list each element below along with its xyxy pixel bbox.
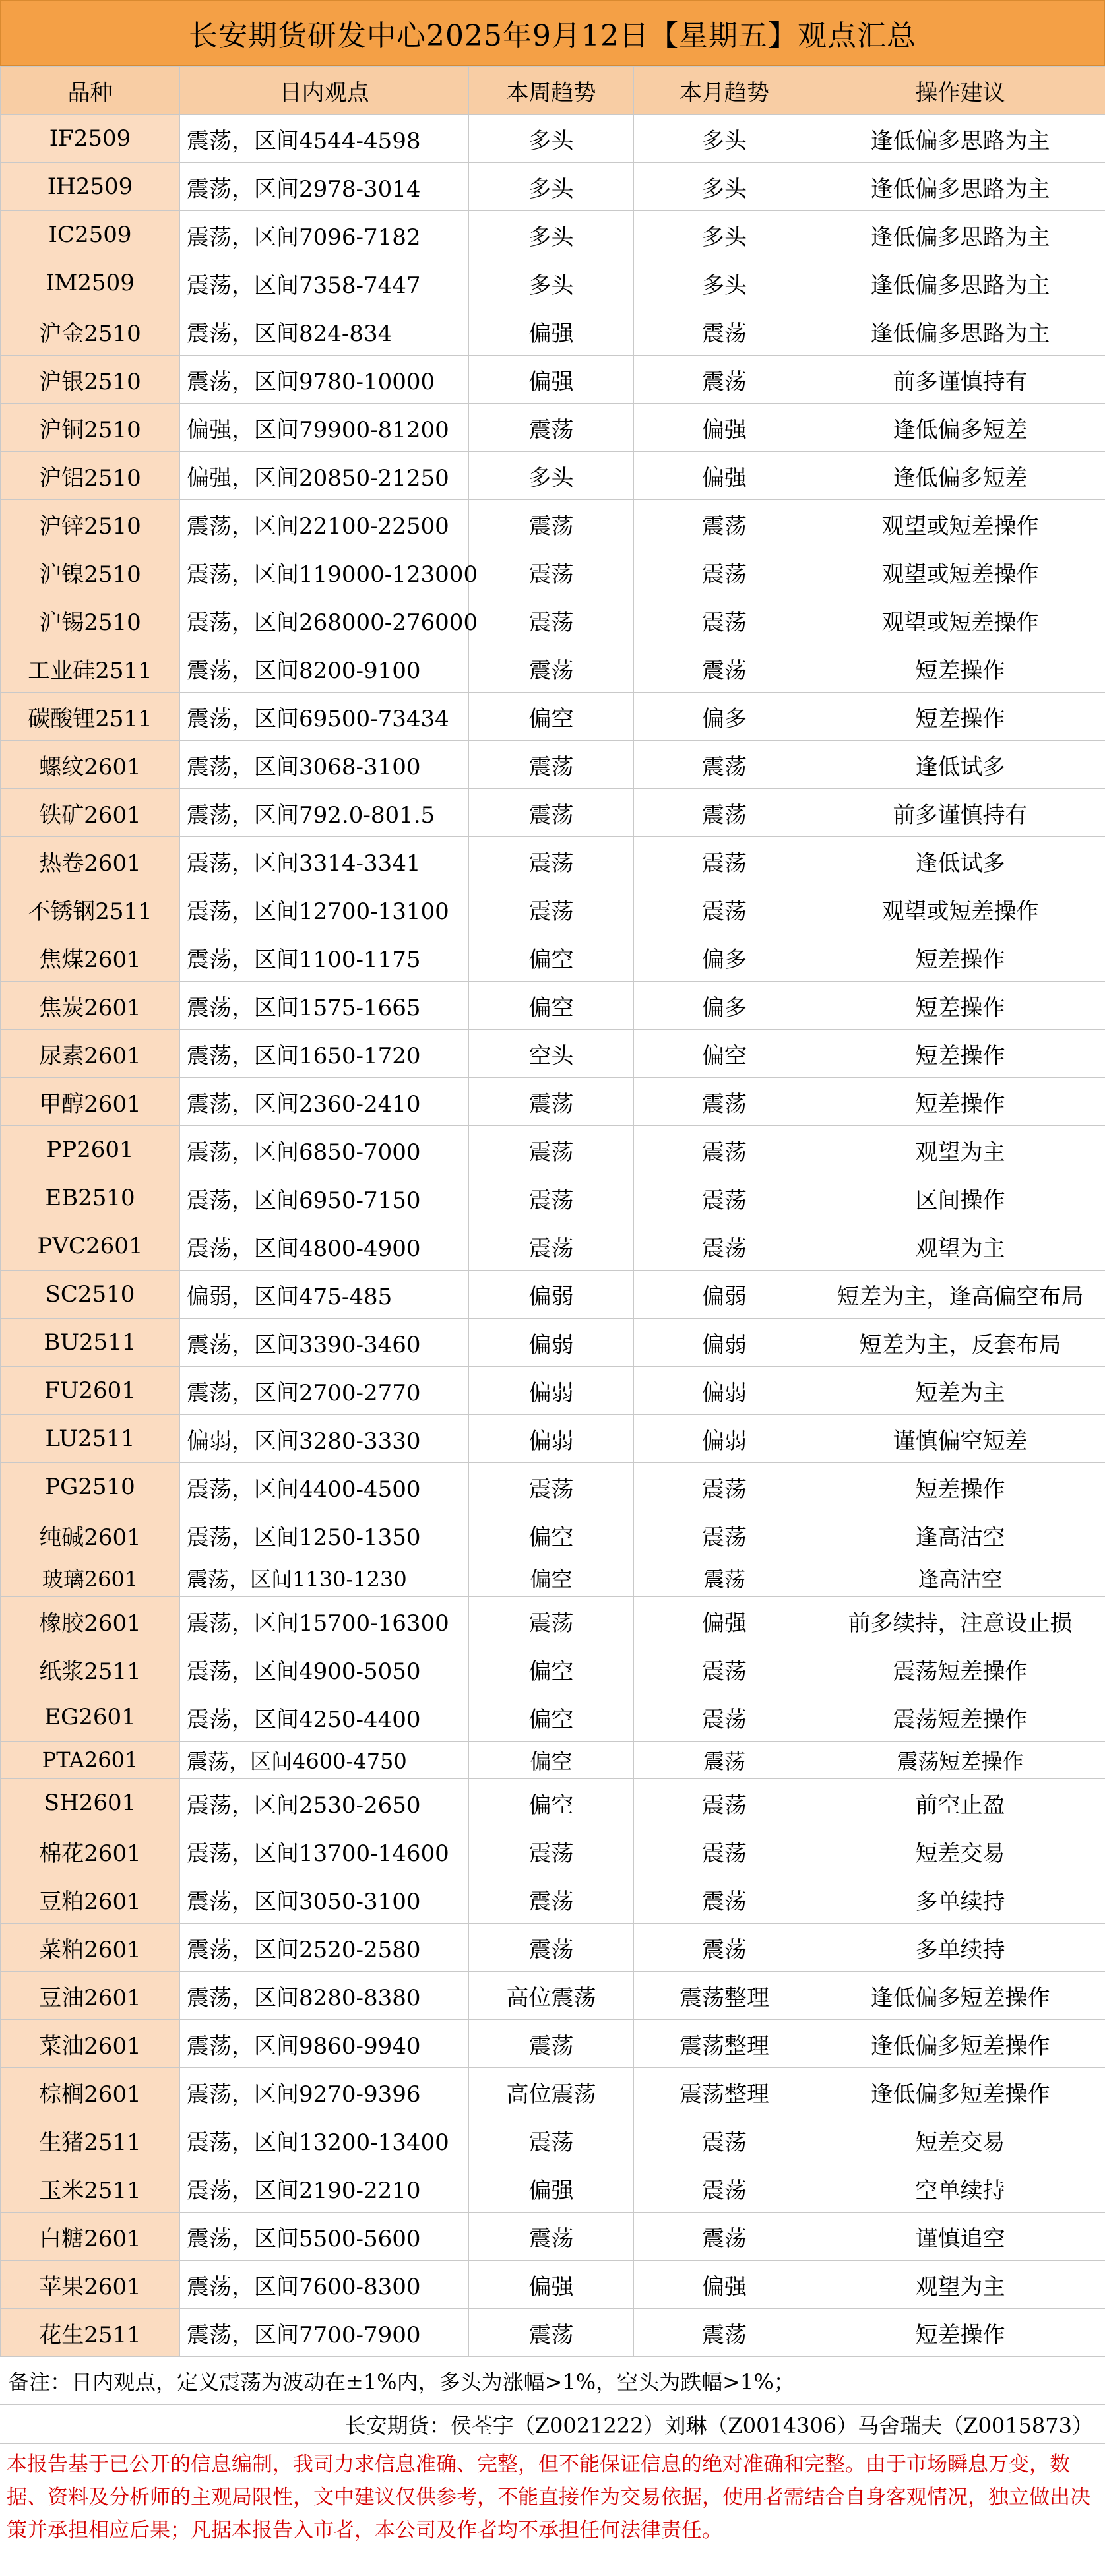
row-monthly-trend: 震荡 xyxy=(634,2116,815,2164)
row-intraday-view: 震荡，区间2520-2580 xyxy=(180,1924,469,1972)
table-row xyxy=(1,211,1105,259)
table-note: 备注：日内观点，定义震荡为波动在±1%内，多头为涨幅>1%，空头为跌幅>1%； xyxy=(0,2357,1105,2405)
row-suggestion: 多单续持 xyxy=(815,1924,1105,1972)
row-weekly-trend: 偏空 xyxy=(469,1779,634,1827)
row-monthly-trend: 偏强 xyxy=(634,452,815,500)
row-weekly-trend: 偏强 xyxy=(469,2261,634,2309)
table-row xyxy=(1,741,1105,789)
row-intraday-view: 震荡，区间9860-9940 xyxy=(180,2020,469,2068)
table-row xyxy=(1,1645,1105,1693)
row-monthly-trend: 震荡 xyxy=(634,548,815,596)
row-intraday-view: 震荡，区间824-834 xyxy=(180,307,469,356)
row-monthly-trend: 震荡 xyxy=(634,644,815,693)
row-intraday-view: 震荡，区间13200-13400 xyxy=(180,2116,469,2164)
row-weekly-trend: 震荡 xyxy=(469,885,634,933)
row-weekly-trend: 偏弱 xyxy=(469,1415,634,1463)
table-row xyxy=(1,1078,1105,1126)
row-variety: PVC2601 xyxy=(1,1222,180,1271)
row-intraday-view: 震荡，区间12700-13100 xyxy=(180,885,469,933)
table-row xyxy=(1,1693,1105,1742)
row-suggestion: 逢低偏多短差操作 xyxy=(815,2068,1105,2116)
table-row xyxy=(1,693,1105,741)
row-monthly-trend: 偏弱 xyxy=(634,1367,815,1415)
row-monthly-trend: 偏多 xyxy=(634,933,815,982)
table-row xyxy=(1,259,1105,307)
row-suggestion: 观望或短差操作 xyxy=(815,885,1105,933)
table-row xyxy=(1,115,1105,163)
row-monthly-trend: 偏弱 xyxy=(634,1319,815,1367)
row-intraday-view: 震荡，区间2978-3014 xyxy=(180,163,469,211)
row-weekly-trend: 偏空 xyxy=(469,693,634,741)
table-row xyxy=(1,1827,1105,1875)
row-monthly-trend: 震荡 xyxy=(634,789,815,837)
row-weekly-trend: 震荡 xyxy=(469,1827,634,1875)
row-variety: SH2601 xyxy=(1,1779,180,1827)
row-monthly-trend: 多头 xyxy=(634,211,815,259)
row-variety: IC2509 xyxy=(1,211,180,259)
table-row xyxy=(1,933,1105,982)
row-suggestion: 多单续持 xyxy=(815,1875,1105,1924)
row-suggestion: 观望或短差操作 xyxy=(815,596,1105,644)
row-variety: 棕榈2601 xyxy=(1,2068,180,2116)
table-row xyxy=(1,163,1105,211)
row-intraday-view: 震荡，区间7358-7447 xyxy=(180,259,469,307)
row-suggestion: 逢低偏多短差操作 xyxy=(815,2020,1105,2068)
row-suggestion: 短差操作 xyxy=(815,693,1105,741)
table-row xyxy=(1,789,1105,837)
row-intraday-view: 震荡，区间13700-14600 xyxy=(180,1827,469,1875)
row-weekly-trend: 震荡 xyxy=(469,1126,634,1174)
row-intraday-view: 震荡，区间119000-123000 xyxy=(180,548,469,596)
row-intraday-view: 震荡，区间2190-2210 xyxy=(180,2164,469,2213)
row-weekly-trend: 高位震荡 xyxy=(469,1972,634,2020)
table-row xyxy=(1,1463,1105,1511)
row-intraday-view: 震荡，区间2360-2410 xyxy=(180,1078,469,1126)
row-suggestion: 逢低偏多思路为主 xyxy=(815,163,1105,211)
row-suggestion: 短差操作 xyxy=(815,2309,1105,2357)
row-weekly-trend: 多头 xyxy=(469,163,634,211)
row-weekly-trend: 偏强 xyxy=(469,2164,634,2213)
row-suggestion: 前多谨慎持有 xyxy=(815,789,1105,837)
table-row xyxy=(1,1271,1105,1319)
row-monthly-trend: 震荡 xyxy=(634,2213,815,2261)
row-monthly-trend: 震荡 xyxy=(634,1779,815,1827)
row-intraday-view: 偏弱，区间3280-3330 xyxy=(180,1415,469,1463)
row-weekly-trend: 震荡 xyxy=(469,837,634,885)
row-variety: PTA2601 xyxy=(1,1742,180,1779)
row-monthly-trend: 震荡 xyxy=(634,1559,815,1597)
row-intraday-view: 震荡，区间4600-4750 xyxy=(180,1742,469,1779)
row-suggestion: 逢低偏多思路为主 xyxy=(815,307,1105,356)
row-variety: 沪金2510 xyxy=(1,307,180,356)
row-intraday-view: 震荡，区间4250-4400 xyxy=(180,1693,469,1742)
row-intraday-view: 震荡，区间7700-7900 xyxy=(180,2309,469,2357)
row-intraday-view: 震荡，区间7096-7182 xyxy=(180,211,469,259)
row-intraday-view: 震荡，区间1650-1720 xyxy=(180,1030,469,1078)
table-row xyxy=(1,2309,1105,2357)
row-monthly-trend: 震荡 xyxy=(634,1463,815,1511)
table-row xyxy=(1,1924,1105,1972)
row-weekly-trend: 震荡 xyxy=(469,1597,634,1645)
row-variety: IH2509 xyxy=(1,163,180,211)
table-row xyxy=(1,1972,1105,2020)
row-weekly-trend: 震荡 xyxy=(469,1924,634,1972)
table-row xyxy=(1,885,1105,933)
row-intraday-view: 震荡，区间4544-4598 xyxy=(180,115,469,163)
row-suggestion: 前多续持，注意设止损 xyxy=(815,1597,1105,1645)
row-variety: 铁矿2601 xyxy=(1,789,180,837)
row-weekly-trend: 震荡 xyxy=(469,2020,634,2068)
view-summary-table xyxy=(0,66,1105,2357)
table-row xyxy=(1,500,1105,548)
table-row xyxy=(1,1597,1105,1645)
row-monthly-trend: 偏多 xyxy=(634,693,815,741)
row-suggestion: 观望为主 xyxy=(815,1126,1105,1174)
row-intraday-view: 震荡，区间3068-3100 xyxy=(180,741,469,789)
row-variety: EB2510 xyxy=(1,1174,180,1222)
row-variety: 苹果2601 xyxy=(1,2261,180,2309)
row-monthly-trend: 震荡 xyxy=(634,885,815,933)
row-monthly-trend: 偏空 xyxy=(634,1030,815,1078)
disclaimer: 本报告基于已公开的信息编制，我司力求信息准确、完整，但不能保证信息的绝对准确和完整。由于市场瞬息万变，数据、资料及分析师的主观局限性，文中建议仅供参考，不能直接作为交易依据，使用者需结合自身客观情况，独立做出决策并承担相应后果；凡据本报告入市者，本公司及作者均不承担任何法律责任。 xyxy=(0,2444,1105,2576)
row-weekly-trend: 多头 xyxy=(469,211,634,259)
analyst-credits: 长安期货：侯荃宇（Z0021222）刘琳（Z0014306）马舍瑞夫（Z0015873） xyxy=(0,2405,1105,2444)
row-monthly-trend: 震荡 xyxy=(634,1693,815,1742)
table-row xyxy=(1,548,1105,596)
header-monthly-trend: 本月趋势 xyxy=(634,67,815,115)
row-monthly-trend: 震荡 xyxy=(634,1126,815,1174)
table-row xyxy=(1,837,1105,885)
row-variety: 菜油2601 xyxy=(1,2020,180,2068)
row-monthly-trend: 偏弱 xyxy=(634,1415,815,1463)
row-variety: 沪锡2510 xyxy=(1,596,180,644)
row-intraday-view: 震荡，区间1130-1230 xyxy=(180,1559,469,1597)
row-suggestion: 短差操作 xyxy=(815,1463,1105,1511)
row-intraday-view: 震荡，区间3050-3100 xyxy=(180,1875,469,1924)
row-intraday-view: 震荡，区间9780-10000 xyxy=(180,356,469,404)
row-weekly-trend: 偏空 xyxy=(469,1645,634,1693)
table-row xyxy=(1,982,1105,1030)
row-intraday-view: 震荡，区间9270-9396 xyxy=(180,2068,469,2116)
row-monthly-trend: 震荡整理 xyxy=(634,2020,815,2068)
row-monthly-trend: 震荡 xyxy=(634,356,815,404)
row-suggestion: 短差为主，逢高偏空布局 xyxy=(815,1271,1105,1319)
row-weekly-trend: 震荡 xyxy=(469,741,634,789)
table-row xyxy=(1,1319,1105,1367)
row-variety: IF2509 xyxy=(1,115,180,163)
table-row xyxy=(1,1875,1105,1924)
row-monthly-trend: 震荡 xyxy=(634,596,815,644)
row-weekly-trend: 震荡 xyxy=(469,1875,634,1924)
row-monthly-trend: 震荡 xyxy=(634,307,815,356)
row-monthly-trend: 多头 xyxy=(634,259,815,307)
row-variety: 纸浆2511 xyxy=(1,1645,180,1693)
row-monthly-trend: 震荡 xyxy=(634,741,815,789)
row-monthly-trend: 偏强 xyxy=(634,1597,815,1645)
row-monthly-trend: 震荡 xyxy=(634,1078,815,1126)
row-suggestion: 短差操作 xyxy=(815,644,1105,693)
row-variety: 生猪2511 xyxy=(1,2116,180,2164)
row-weekly-trend: 震荡 xyxy=(469,644,634,693)
table-row xyxy=(1,644,1105,693)
row-monthly-trend: 震荡 xyxy=(634,1174,815,1222)
row-variety: 沪铝2510 xyxy=(1,452,180,500)
row-weekly-trend: 高位震荡 xyxy=(469,2068,634,2116)
row-variety: 豆油2601 xyxy=(1,1972,180,2020)
row-suggestion: 谨慎追空 xyxy=(815,2213,1105,2261)
row-suggestion: 短差为主，反套布局 xyxy=(815,1319,1105,1367)
row-weekly-trend: 偏弱 xyxy=(469,1367,634,1415)
row-variety: 沪银2510 xyxy=(1,356,180,404)
row-intraday-view: 震荡，区间15700-16300 xyxy=(180,1597,469,1645)
row-weekly-trend: 震荡 xyxy=(469,548,634,596)
row-intraday-view: 震荡，区间6850-7000 xyxy=(180,1126,469,1174)
table-row xyxy=(1,1126,1105,1174)
header-suggestion: 操作建议 xyxy=(815,67,1105,115)
row-intraday-view: 震荡，区间268000-276000 xyxy=(180,596,469,644)
row-variety: EG2601 xyxy=(1,1693,180,1742)
row-monthly-trend: 震荡 xyxy=(634,837,815,885)
row-intraday-view: 震荡，区间1250-1350 xyxy=(180,1511,469,1559)
row-monthly-trend: 震荡 xyxy=(634,1875,815,1924)
row-variety: 尿素2601 xyxy=(1,1030,180,1078)
row-weekly-trend: 震荡 xyxy=(469,1463,634,1511)
row-variety: 纯碱2601 xyxy=(1,1511,180,1559)
row-monthly-trend: 多头 xyxy=(634,115,815,163)
row-intraday-view: 震荡，区间2700-2770 xyxy=(180,1367,469,1415)
row-suggestion: 短差操作 xyxy=(815,1030,1105,1078)
row-intraday-view: 震荡，区间7600-8300 xyxy=(180,2261,469,2309)
row-variety: PG2510 xyxy=(1,1463,180,1511)
row-intraday-view: 震荡，区间8280-8380 xyxy=(180,1972,469,2020)
row-intraday-view: 震荡，区间1575-1665 xyxy=(180,982,469,1030)
row-variety: 橡胶2601 xyxy=(1,1597,180,1645)
row-monthly-trend: 震荡 xyxy=(634,1222,815,1271)
table-row xyxy=(1,2213,1105,2261)
row-variety: 热卷2601 xyxy=(1,837,180,885)
row-variety: 花生2511 xyxy=(1,2309,180,2357)
row-weekly-trend: 偏空 xyxy=(469,1742,634,1779)
row-weekly-trend: 偏强 xyxy=(469,356,634,404)
row-variety: 豆粕2601 xyxy=(1,1875,180,1924)
row-intraday-view: 震荡，区间3390-3460 xyxy=(180,1319,469,1367)
row-variety: FU2601 xyxy=(1,1367,180,1415)
row-weekly-trend: 震荡 xyxy=(469,1174,634,1222)
row-intraday-view: 偏弱，区间475-485 xyxy=(180,1271,469,1319)
row-weekly-trend: 多头 xyxy=(469,115,634,163)
row-variety: 沪锌2510 xyxy=(1,500,180,548)
row-suggestion: 观望或短差操作 xyxy=(815,500,1105,548)
row-weekly-trend: 偏弱 xyxy=(469,1271,634,1319)
row-weekly-trend: 偏空 xyxy=(469,1511,634,1559)
row-monthly-trend: 震荡 xyxy=(634,2309,815,2357)
row-monthly-trend: 震荡 xyxy=(634,500,815,548)
table-row xyxy=(1,307,1105,356)
row-variety: 沪镍2510 xyxy=(1,548,180,596)
row-suggestion: 观望为主 xyxy=(815,2261,1105,2309)
table-row xyxy=(1,1779,1105,1827)
row-weekly-trend: 偏空 xyxy=(469,933,634,982)
table-row xyxy=(1,1367,1105,1415)
row-weekly-trend: 多头 xyxy=(469,259,634,307)
row-variety: 不锈钢2511 xyxy=(1,885,180,933)
row-weekly-trend: 偏空 xyxy=(469,1559,634,1597)
row-suggestion: 短差操作 xyxy=(815,1078,1105,1126)
table-row xyxy=(1,2261,1105,2309)
row-suggestion: 逢低偏多短差操作 xyxy=(815,1972,1105,2020)
row-suggestion: 谨慎偏空短差 xyxy=(815,1415,1105,1463)
row-suggestion: 前多谨慎持有 xyxy=(815,356,1105,404)
row-suggestion: 空单续持 xyxy=(815,2164,1105,2213)
row-weekly-trend: 震荡 xyxy=(469,1078,634,1126)
row-monthly-trend: 震荡 xyxy=(634,1742,815,1779)
row-suggestion: 逢低试多 xyxy=(815,741,1105,789)
row-monthly-trend: 偏弱 xyxy=(634,1271,815,1319)
row-variety: LU2511 xyxy=(1,1415,180,1463)
table-header-row xyxy=(1,67,1105,115)
row-suggestion: 观望或短差操作 xyxy=(815,548,1105,596)
row-intraday-view: 偏强，区间20850-21250 xyxy=(180,452,469,500)
row-intraday-view: 震荡，区间22100-22500 xyxy=(180,500,469,548)
row-monthly-trend: 多头 xyxy=(634,163,815,211)
row-suggestion: 短差交易 xyxy=(815,1827,1105,1875)
row-intraday-view: 震荡，区间4800-4900 xyxy=(180,1222,469,1271)
row-intraday-view: 震荡，区间792.0-801.5 xyxy=(180,789,469,837)
row-suggestion: 逢低偏多短差 xyxy=(815,452,1105,500)
row-monthly-trend: 震荡 xyxy=(634,2164,815,2213)
row-variety: 焦炭2601 xyxy=(1,982,180,1030)
row-intraday-view: 震荡，区间69500-73434 xyxy=(180,693,469,741)
row-weekly-trend: 震荡 xyxy=(469,789,634,837)
row-monthly-trend: 偏强 xyxy=(634,2261,815,2309)
row-suggestion: 震荡短差操作 xyxy=(815,1645,1105,1693)
header-variety: 品种 xyxy=(1,67,180,115)
row-variety: 玉米2511 xyxy=(1,2164,180,2213)
table-row xyxy=(1,452,1105,500)
row-variety: 沪铜2510 xyxy=(1,404,180,452)
row-variety: BU2511 xyxy=(1,1319,180,1367)
row-suggestion: 震荡短差操作 xyxy=(815,1742,1105,1779)
row-weekly-trend: 偏弱 xyxy=(469,1319,634,1367)
table-row xyxy=(1,2068,1105,2116)
row-monthly-trend: 偏强 xyxy=(634,404,815,452)
table-row xyxy=(1,404,1105,452)
header-intraday-view: 日内观点 xyxy=(180,67,469,115)
table-row xyxy=(1,2164,1105,2213)
row-intraday-view: 震荡，区间4900-5050 xyxy=(180,1645,469,1693)
row-intraday-view: 震荡，区间2530-2650 xyxy=(180,1779,469,1827)
row-weekly-trend: 震荡 xyxy=(469,2116,634,2164)
row-intraday-view: 震荡，区间4400-4500 xyxy=(180,1463,469,1511)
row-variety: 玻璃2601 xyxy=(1,1559,180,1597)
row-suggestion: 逢低偏多短差 xyxy=(815,404,1105,452)
table-row xyxy=(1,1030,1105,1078)
row-monthly-trend: 震荡整理 xyxy=(634,2068,815,2116)
row-weekly-trend: 偏空 xyxy=(469,982,634,1030)
table-row xyxy=(1,1415,1105,1463)
table-row xyxy=(1,1511,1105,1559)
row-weekly-trend: 震荡 xyxy=(469,2213,634,2261)
row-intraday-view: 震荡，区间1100-1175 xyxy=(180,933,469,982)
table-row xyxy=(1,1559,1105,1597)
row-suggestion: 震荡短差操作 xyxy=(815,1693,1105,1742)
row-variety: IM2509 xyxy=(1,259,180,307)
table-row xyxy=(1,1222,1105,1271)
row-suggestion: 逢低试多 xyxy=(815,837,1105,885)
row-intraday-view: 震荡，区间3314-3341 xyxy=(180,837,469,885)
row-suggestion: 观望为主 xyxy=(815,1222,1105,1271)
row-variety: 工业硅2511 xyxy=(1,644,180,693)
row-monthly-trend: 震荡 xyxy=(634,1924,815,1972)
table-row xyxy=(1,2116,1105,2164)
row-intraday-view: 震荡，区间5500-5600 xyxy=(180,2213,469,2261)
row-weekly-trend: 偏空 xyxy=(469,1693,634,1742)
row-suggestion: 区间操作 xyxy=(815,1174,1105,1222)
row-variety: 焦煤2601 xyxy=(1,933,180,982)
row-suggestion: 短差为主 xyxy=(815,1367,1105,1415)
row-weekly-trend: 震荡 xyxy=(469,404,634,452)
row-monthly-trend: 震荡整理 xyxy=(634,1972,815,2020)
row-variety: PP2601 xyxy=(1,1126,180,1174)
row-suggestion: 短差交易 xyxy=(815,2116,1105,2164)
table-body xyxy=(1,115,1105,2357)
row-suggestion: 逢高沽空 xyxy=(815,1511,1105,1559)
row-intraday-view: 震荡，区间6950-7150 xyxy=(180,1174,469,1222)
row-suggestion: 前空止盈 xyxy=(815,1779,1105,1827)
table-row xyxy=(1,1174,1105,1222)
row-variety: 白糖2601 xyxy=(1,2213,180,2261)
table-row xyxy=(1,596,1105,644)
row-weekly-trend: 震荡 xyxy=(469,1222,634,1271)
row-weekly-trend: 空头 xyxy=(469,1030,634,1078)
row-variety: 菜粕2601 xyxy=(1,1924,180,1972)
report-title: 长安期货研发中心2025年9月12日【星期五】观点汇总 xyxy=(0,0,1105,66)
row-suggestion: 短差操作 xyxy=(815,933,1105,982)
row-weekly-trend: 震荡 xyxy=(469,500,634,548)
row-variety: 碳酸锂2511 xyxy=(1,693,180,741)
row-weekly-trend: 震荡 xyxy=(469,596,634,644)
row-suggestion: 逢低偏多思路为主 xyxy=(815,259,1105,307)
row-intraday-view: 震荡，区间8200-9100 xyxy=(180,644,469,693)
row-variety: 棉花2601 xyxy=(1,1827,180,1875)
row-weekly-trend: 多头 xyxy=(469,452,634,500)
row-variety: SC2510 xyxy=(1,1271,180,1319)
row-monthly-trend: 震荡 xyxy=(634,1645,815,1693)
row-suggestion: 逢高沽空 xyxy=(815,1559,1105,1597)
row-monthly-trend: 震荡 xyxy=(634,1827,815,1875)
row-monthly-trend: 偏多 xyxy=(634,982,815,1030)
header-weekly-trend: 本周趋势 xyxy=(469,67,634,115)
row-intraday-view: 偏强，区间79900-81200 xyxy=(180,404,469,452)
row-suggestion: 逢低偏多思路为主 xyxy=(815,115,1105,163)
row-weekly-trend: 偏强 xyxy=(469,307,634,356)
table-row xyxy=(1,2020,1105,2068)
table-row xyxy=(1,1742,1105,1779)
row-variety: 螺纹2601 xyxy=(1,741,180,789)
row-suggestion: 逢低偏多思路为主 xyxy=(815,211,1105,259)
row-suggestion: 短差操作 xyxy=(815,982,1105,1030)
row-monthly-trend: 震荡 xyxy=(634,1511,815,1559)
row-variety: 甲醇2601 xyxy=(1,1078,180,1126)
row-weekly-trend: 震荡 xyxy=(469,2309,634,2357)
table-row xyxy=(1,356,1105,404)
